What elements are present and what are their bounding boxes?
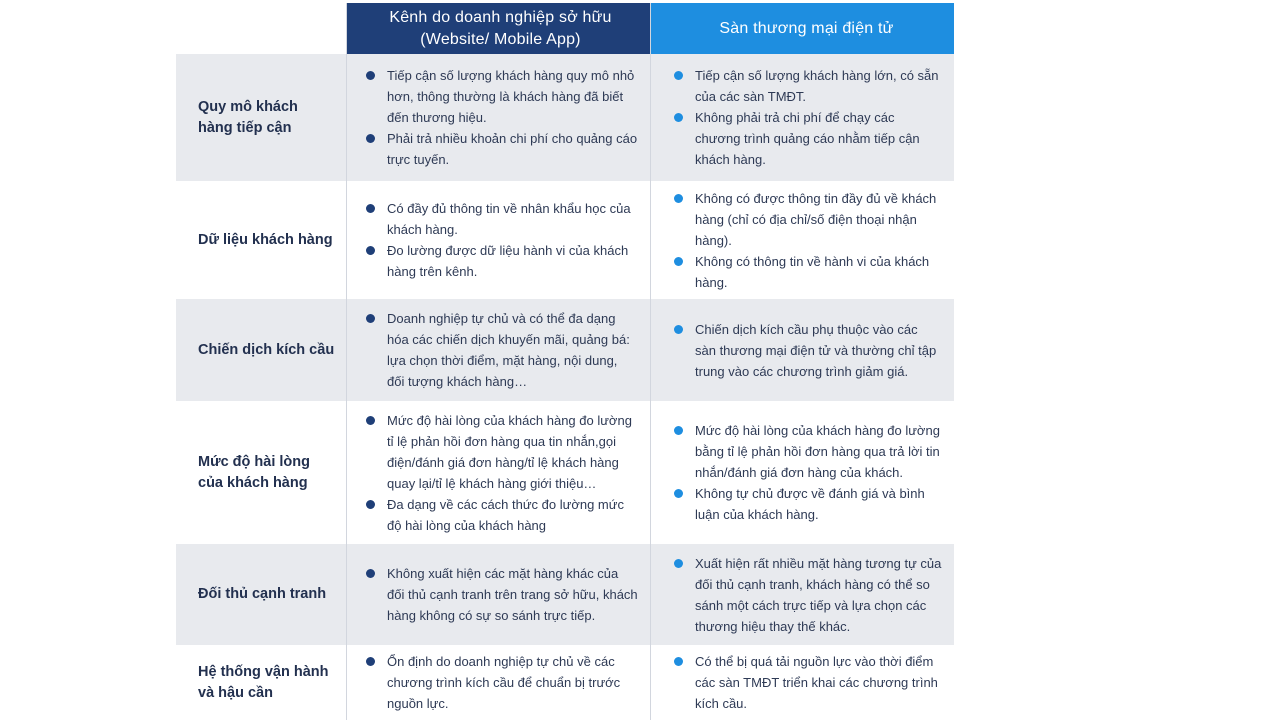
item-text: Có thể bị quá tải nguồn lực vào thời điểm các sàn TMĐT triển khai các chương trình kích cầu. (695, 654, 938, 711)
row-label: Đối thủ cạnh tranh (176, 544, 346, 645)
list-item (671, 651, 942, 714)
bullet-icon (674, 194, 683, 203)
item-text: Chiến dịch kích cầu phụ thuộc vào các sàn thương mại điện tử và thường chỉ tập trung vào các chương trình giảm giá. (695, 321, 937, 379)
bullet-icon (674, 426, 683, 435)
table-row (176, 544, 954, 645)
list-item (363, 563, 638, 626)
table-row (176, 299, 954, 401)
owned-cell (346, 54, 650, 181)
header-owned-line1: Kênh do doanh nghiệp sở hữu (389, 8, 612, 26)
list-item (363, 308, 638, 392)
item-text: Mức độ hài lòng của khách hàng đo lường bằng tỉ lệ phản hồi đơn hàng qua trả lời tin nhắn/đánh giá đơn hàng của khách. (695, 423, 940, 480)
owned-cell (346, 181, 650, 299)
item-text: Không xuất hiện các mặt hàng khác của đối thủ cạnh tranh trên trang sở hữu, khách hàng không có sự so sánh trực tiếp. (387, 566, 638, 623)
ecommerce-cell (650, 544, 954, 645)
ecommerce-cell (650, 299, 954, 401)
item-text: Không có thông tin về hành vi của khách hàng. (695, 253, 930, 290)
bullet-icon (674, 489, 683, 498)
row-label: Hệ thống vận hành và hậu cần (176, 645, 346, 720)
bullet-icon (674, 657, 683, 666)
list-item (671, 420, 942, 483)
item-text: Đo lường được dữ liệu hành vi của khách hàng trên kênh. (387, 243, 629, 279)
table-row (176, 401, 954, 544)
header-owned-line2: (Website/ Mobile App) (420, 30, 581, 48)
ecommerce-cell (650, 401, 954, 544)
bullet-icon (674, 325, 683, 334)
bullet-icon (366, 314, 375, 323)
list-item (363, 240, 638, 282)
owned-cell (346, 299, 650, 401)
item-text: Mức độ hài lòng của khách hàng đo lường tỉ lệ phản hồi đơn hàng qua tin nhắn,gọi điện/đánh giá đơn hàng/tỉ lệ khách hàng quay lại/tỉ lệ khách hàng giới thiệu… (387, 412, 632, 491)
list-item (671, 553, 942, 637)
row-label: Dữ liệu khách hàng (176, 181, 346, 299)
item-text: Đa dạng về các cách thức đo lường mức độ hài lòng của khách hàng (387, 496, 624, 533)
list-item (671, 251, 942, 293)
header-ecommerce: Sàn thương mại điện tử (650, 3, 954, 54)
list-item (363, 410, 638, 494)
item-text: Tiếp cận số lượng khách hàng quy mô nhỏ hơn, thông thường là khách hàng đã biết đến thương hiệu. (387, 68, 635, 125)
item-text: Không phải trả chi phí để chạy các chương trình quảng cáo nhằm tiếp cận khách hàng. (695, 110, 920, 167)
list-item (363, 494, 638, 536)
bullet-icon (366, 71, 375, 80)
comparison-table (176, 3, 954, 720)
item-text: Xuất hiện rất nhiều mặt hàng tương tự của đối thủ cạnh tranh, khách hàng có thể so sánh một cách trực tiếp và lựa chọn các thương hiệu thay thế khác. (695, 555, 942, 634)
header-owned-channel (346, 3, 650, 54)
list-item (671, 483, 942, 525)
list-item (363, 651, 638, 714)
row-label: Chiến dịch kích cầu (176, 299, 346, 401)
owned-cell (346, 645, 650, 720)
bullet-icon (366, 500, 375, 509)
ecommerce-cell (650, 54, 954, 181)
row-label: Quy mô khách hàng tiếp cận (176, 54, 346, 181)
table-header (176, 3, 954, 54)
item-text: Doanh nghiệp tự chủ và có thể đa dạng hóa các chiến dịch khuyến mãi, quảng bá: lựa chọn thời điểm, mặt hàng, nội dung, đối tượng khách hàng… (387, 311, 630, 389)
list-item (671, 319, 942, 382)
item-text: Có đầy đủ thông tin về nhân khẩu học của khách hàng. (387, 201, 631, 237)
bullet-icon (674, 257, 683, 266)
bullet-icon (366, 134, 375, 143)
row-label: Mức độ hài lòng của khách hàng (176, 401, 346, 544)
table-row (176, 645, 954, 720)
list-item (363, 128, 638, 170)
bullet-icon (674, 559, 683, 568)
owned-cell (346, 401, 650, 544)
ecommerce-cell (650, 645, 954, 720)
bullet-icon (366, 416, 375, 425)
item-text: Ổn định do doanh nghiệp tự chủ về các chương trình kích cầu để chuẩn bị trước nguồn lực. (387, 654, 621, 711)
bullet-icon (366, 246, 375, 255)
item-text: Tiếp cận số lượng khách hàng lớn, có sẵn của các sàn TMĐT. (695, 68, 939, 104)
bullet-icon (674, 71, 683, 80)
owned-cell (346, 544, 650, 645)
bullet-icon (366, 657, 375, 666)
list-item (363, 65, 638, 128)
item-text: Không có được thông tin đầy đủ về khách hàng (chỉ có địa chỉ/số điện thoại nhận hàng). (695, 190, 937, 248)
table-row (176, 54, 954, 181)
list-item (363, 198, 638, 240)
table-row (176, 181, 954, 299)
bullet-icon (366, 204, 375, 213)
ecommerce-cell (650, 181, 954, 299)
item-text: Phải trả nhiều khoản chi phí cho quảng cáo trực tuyến. (387, 131, 638, 167)
bullet-icon (674, 113, 683, 122)
list-item (671, 65, 942, 107)
list-item (671, 188, 942, 251)
bullet-icon (366, 569, 375, 578)
list-item (671, 107, 942, 170)
header-empty-cell (176, 3, 346, 54)
item-text: Không tự chủ được về đánh giá và bình luận của khách hàng. (695, 486, 925, 522)
